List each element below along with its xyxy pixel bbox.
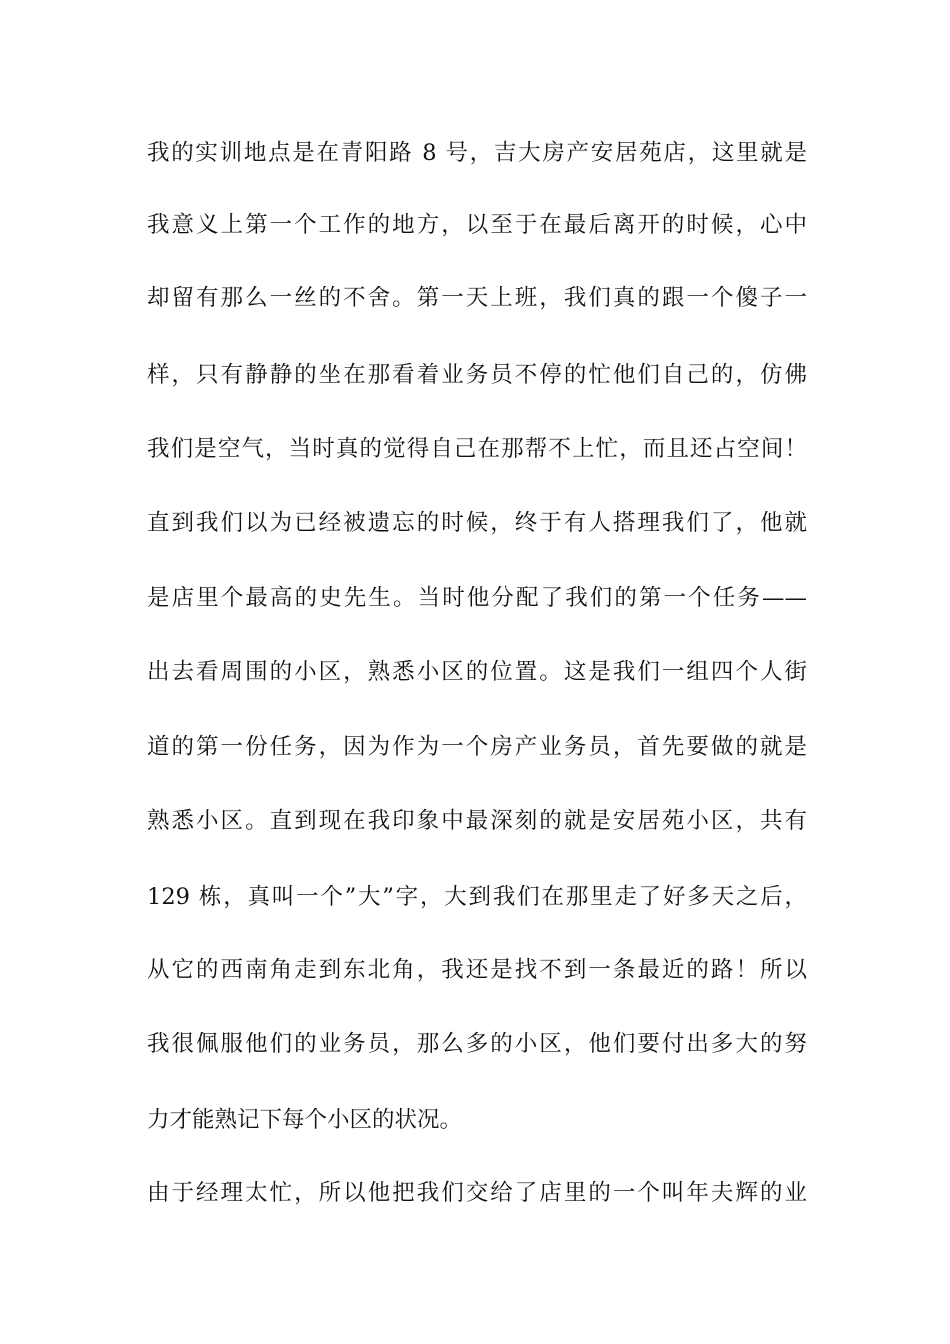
text-line: 我很佩服他们的业务员，那么多的小区，他们要付出多大的努	[147, 1031, 807, 1057]
text-line: 却留有那么一丝的不舍。第一天上班，我们真的跟一个傻子一	[147, 285, 807, 311]
text-line: 熟悉小区。直到现在我印象中最深刻的就是安居苑小区，共有	[147, 808, 807, 834]
text-line: 样，只有静静的坐在那看着业务员不停的忙他们自己的，仿佛	[147, 362, 807, 388]
text-line: 我意义上第一个工作的地方，以至于在最后离开的时候，心中	[147, 212, 807, 238]
text-line: 129 栋，真叫一个”大”字，大到我们在那里走了好多天之后，	[147, 884, 807, 910]
text-line: 直到我们以为已经被遗忘的时候，终于有人搭理我们了，他就	[147, 510, 807, 536]
text-line: 由于经理太忙，所以他把我们交给了店里的一个叫年夫辉的业	[147, 1180, 807, 1206]
text-line: 道的第一份任务，因为作为一个房产业务员，首先要做的就是	[147, 734, 807, 760]
text-line: 我的实训地点是在青阳路 8 号，吉大房产安居苑店，这里就是	[147, 140, 807, 166]
text-line: 我们是空气，当时真的觉得自己在那帮不上忙，而且还占空间！	[147, 436, 807, 462]
text-line: 从它的西南角走到东北角，我还是找不到一条最近的路！所以	[147, 957, 807, 983]
text-line: 出去看周围的小区，熟悉小区的位置。这是我们一组四个人街	[147, 659, 807, 685]
text-line: 是店里个最高的史先生。当时他分配了我们的第一个任务——	[147, 585, 807, 611]
text-line: 力才能熟记下每个小区的状况。	[147, 1107, 463, 1133]
